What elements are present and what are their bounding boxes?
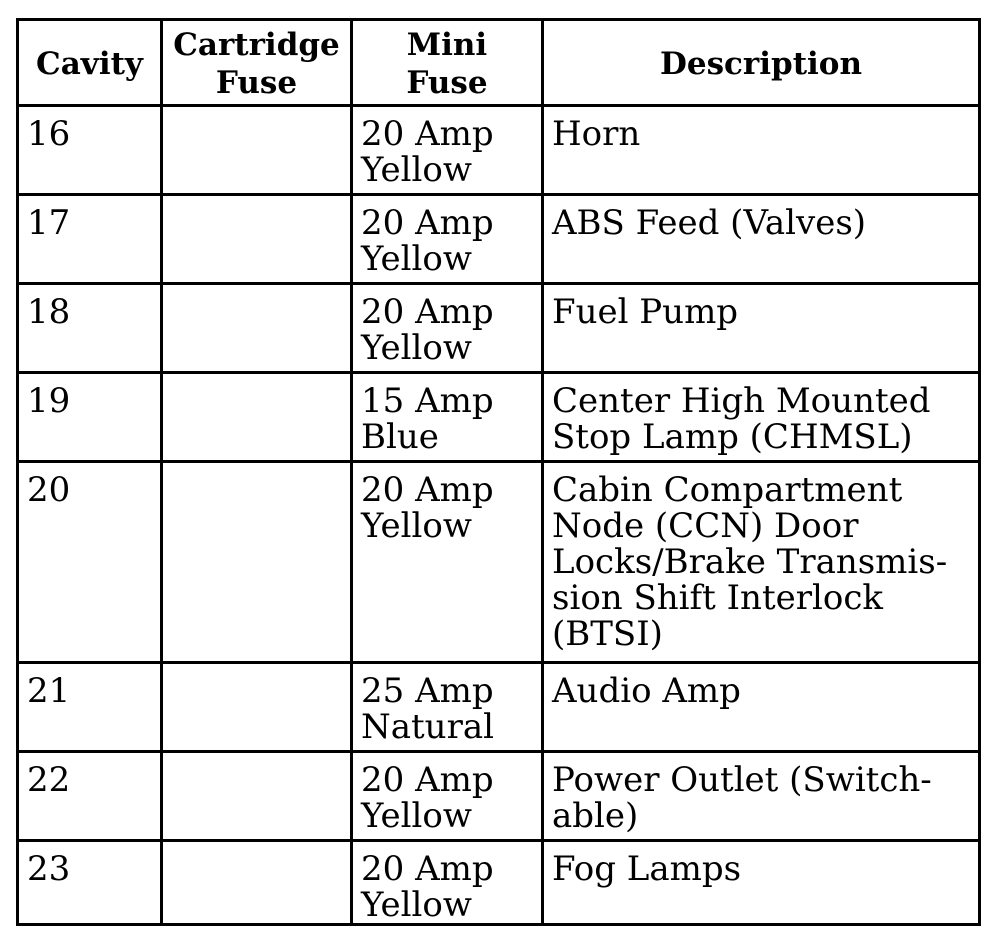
description-value: Horn xyxy=(552,114,641,154)
mini-fuse-value: 20 Amp Yellow xyxy=(361,760,494,836)
header-cartridge-fuse xyxy=(162,20,352,106)
mini-fuse-value: 25 Amp Natural xyxy=(361,671,494,747)
description-cell xyxy=(543,462,980,663)
description-value: Audio Amp xyxy=(552,671,741,711)
table-row xyxy=(18,373,980,462)
cavity-value: 23 xyxy=(27,849,71,889)
header-cavity-label: Cavity xyxy=(36,45,143,82)
mini-fuse-value: 20 Amp Yellow xyxy=(361,849,494,925)
description-cell xyxy=(543,841,980,925)
cartridge-fuse-cell xyxy=(162,195,352,284)
mini-fuse-cell xyxy=(352,841,543,925)
mini-fuse-value: 20 Amp Yellow xyxy=(361,203,494,279)
cavity-value: 19 xyxy=(27,381,71,421)
cartridge-fuse-cell xyxy=(162,752,352,841)
header-description xyxy=(543,20,980,106)
cavity-value: 18 xyxy=(27,292,71,332)
table-row xyxy=(18,462,980,663)
description-value: Cabin Compartment Node (CCN) Door Locks/Brake Transmis- sion Shift Interlock (BTSI) xyxy=(552,470,948,654)
cavity-cell xyxy=(18,284,162,373)
table-row xyxy=(18,195,980,284)
cavity-value: 16 xyxy=(27,114,71,154)
header-description-label: Description xyxy=(659,45,863,82)
description-cell xyxy=(543,663,980,752)
mini-fuse-cell xyxy=(352,373,543,462)
mini-fuse-value: 20 Amp Yellow xyxy=(361,114,494,190)
mini-fuse-cell xyxy=(352,462,543,663)
mini-fuse-cell xyxy=(352,106,543,195)
table-row xyxy=(18,841,980,925)
cartridge-fuse-cell xyxy=(162,284,352,373)
mini-fuse-cell xyxy=(352,663,543,752)
cavity-value: 20 xyxy=(27,470,71,510)
cavity-cell xyxy=(18,752,162,841)
cavity-value: 17 xyxy=(27,203,71,243)
header-row xyxy=(18,20,980,106)
table-row xyxy=(18,752,980,841)
mini-fuse-cell xyxy=(352,195,543,284)
description-value: Fuel Pump xyxy=(552,292,739,332)
cartridge-fuse-cell xyxy=(162,663,352,752)
description-cell xyxy=(543,106,980,195)
cartridge-fuse-cell xyxy=(162,373,352,462)
table-row xyxy=(18,284,980,373)
table-row xyxy=(18,663,980,752)
description-value: Center High Mounted Stop Lamp (CHMSL) xyxy=(552,381,931,457)
description-value: Fog Lamps xyxy=(552,849,742,889)
description-cell xyxy=(543,284,980,373)
cartridge-fuse-cell xyxy=(162,106,352,195)
header-cartridge-fuse-label: Cartridge Fuse xyxy=(173,26,340,101)
cavity-cell xyxy=(18,106,162,195)
cartridge-fuse-cell xyxy=(162,841,352,925)
description-cell xyxy=(543,752,980,841)
mini-fuse-value: 20 Amp Yellow xyxy=(361,292,494,368)
cavity-value: 22 xyxy=(27,760,71,800)
cavity-cell xyxy=(18,195,162,284)
description-cell xyxy=(543,373,980,462)
cavity-cell xyxy=(18,373,162,462)
header-cavity xyxy=(18,20,162,106)
mini-fuse-value: 20 Amp Yellow xyxy=(361,470,494,546)
mini-fuse-value: 15 Amp Blue xyxy=(361,381,494,457)
description-cell xyxy=(543,195,980,284)
description-value: ABS Feed (Valves) xyxy=(552,203,867,243)
fuse-table xyxy=(16,18,981,926)
cavity-value: 21 xyxy=(27,671,71,711)
description-value: Power Outlet (Switch- able) xyxy=(552,760,932,836)
table-row xyxy=(18,106,980,195)
header-mini-fuse-label: Mini Fuse xyxy=(406,26,488,101)
header-mini-fuse xyxy=(352,20,543,106)
cavity-cell xyxy=(18,663,162,752)
mini-fuse-cell xyxy=(352,752,543,841)
cartridge-fuse-cell xyxy=(162,462,352,663)
cavity-cell xyxy=(18,462,162,663)
mini-fuse-cell xyxy=(352,284,543,373)
cavity-cell xyxy=(18,841,162,925)
